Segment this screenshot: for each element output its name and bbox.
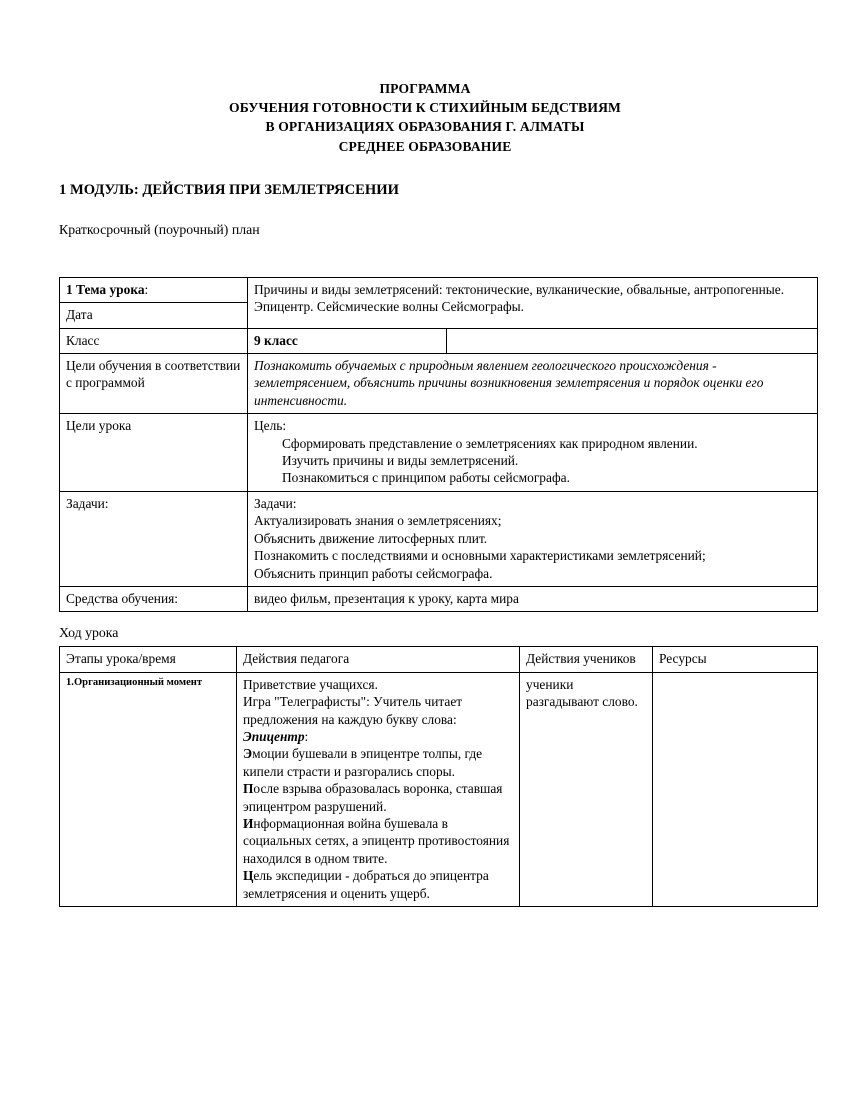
tasks-value-cell bbox=[248, 491, 818, 586]
tasks-label-cell: Задачи: bbox=[60, 491, 248, 586]
student-actions-cell: ученики разгадывают слово. bbox=[520, 672, 653, 906]
header-line-1: ПРОГРАММА bbox=[379, 81, 471, 96]
task-item: Познакомить с последствиями и основными характеристиками землетрясений; bbox=[254, 548, 706, 564]
acrostic-lead-letter: Э bbox=[243, 746, 253, 762]
acrostic-lead-letter: П bbox=[243, 781, 254, 797]
lesson-info-table bbox=[59, 277, 818, 613]
lesson-goal-item: Изучить причины и виды землетрясений. bbox=[282, 453, 519, 469]
table-header-row bbox=[60, 647, 818, 672]
table-row-tasks bbox=[60, 491, 818, 586]
teacher-line: Приветствие учащихся. bbox=[243, 676, 378, 692]
header-line-4: СРЕДНЕЕ ОБРАЗОВАНИЕ bbox=[338, 138, 512, 154]
lesson-goals-label-cell: Цели урока bbox=[60, 414, 248, 492]
acrostic-lead-letter: Ц bbox=[243, 868, 254, 884]
table-row-topic bbox=[60, 277, 818, 302]
teacher-line-acrostic bbox=[243, 745, 513, 780]
class-value-cell: 9 класс bbox=[248, 328, 447, 353]
teacher-line: Игра "Телеграфисты": Учитель читает предложения на каждую букву слова: bbox=[243, 694, 463, 727]
topic-label: 1 Тема урока bbox=[66, 281, 145, 297]
resources-value-cell: видео фильм, презентация к уроку, карта мира bbox=[248, 586, 818, 611]
topic-label-cell bbox=[60, 277, 248, 302]
column-header-resources: Ресурсы bbox=[653, 647, 818, 672]
acrostic-text: моции бушевали в эпицентре толпы, где кипели страсти и разгорались споры. bbox=[243, 746, 483, 779]
learning-goals-label-cell: Цели обучения в соответствии с программой bbox=[60, 354, 248, 414]
task-item: Объяснить принцип работы сейсмографа. bbox=[254, 565, 493, 581]
acrostic-lead-letter: И bbox=[243, 815, 254, 831]
header-line-2: ОБУЧЕНИЯ ГОТОВНОСТИ К СТИХИЙНЫМ БЕДСТВИЯМ bbox=[228, 100, 622, 116]
column-header-teacher: Действия педагога bbox=[237, 647, 520, 672]
acrostic-text: нформационная война бушевала в социальных сетях, а эпицентр противостояния находился в одном твите. bbox=[243, 815, 510, 866]
lesson-flow-label: Ход урока bbox=[59, 625, 119, 641]
class-label-cell: Класс bbox=[60, 328, 248, 353]
column-header-stages: Этапы урока/время bbox=[60, 647, 237, 672]
keyword-epicenter: Эпицентр bbox=[243, 728, 305, 744]
stage-cell: 1.Организационный момент bbox=[60, 672, 237, 906]
resources-label-cell: Средства обучения: bbox=[60, 586, 248, 611]
column-header-students: Действия учеников bbox=[520, 647, 653, 672]
teacher-actions-cell bbox=[237, 672, 520, 906]
table-row-lesson-goals bbox=[60, 414, 818, 492]
class-extra-cell bbox=[447, 328, 818, 353]
task-item: Объяснить движение литосферных плит. bbox=[254, 530, 488, 546]
table-row-learning-goals bbox=[60, 354, 818, 414]
lesson-goals-heading: Цель: bbox=[254, 418, 287, 434]
lesson-flow-table bbox=[59, 646, 818, 907]
table-row-class bbox=[60, 328, 818, 353]
teacher-line-keyword bbox=[243, 728, 513, 745]
acrostic-text: осле взрыва образовалась воронка, ставшая эпицентром разрушений. bbox=[243, 781, 503, 814]
keyword-colon: : bbox=[304, 728, 309, 744]
lesson-goal-item: Сформировать представление о землетрясениях как природном явлении. bbox=[282, 435, 698, 451]
document-header bbox=[0, 0, 850, 156]
table-row-resources bbox=[60, 586, 818, 611]
tasks-heading: Задачи: bbox=[254, 495, 297, 511]
table-row bbox=[60, 672, 818, 906]
date-label-cell: Дата bbox=[60, 303, 248, 328]
teacher-line-acrostic bbox=[243, 780, 513, 815]
lesson-goals-value-cell bbox=[248, 414, 818, 492]
topic-label-colon: : bbox=[144, 281, 149, 297]
teacher-line-acrostic bbox=[243, 867, 513, 902]
lesson-goal-item: Познакомиться с принципом работы сейсмографа. bbox=[282, 470, 570, 486]
learning-goals-value-cell: Познакомить обучаемых с природным явлением геологического происхождения - землетрясением, объяснить причины возникновения землетрясения и порядок оценки его интенсивности. bbox=[248, 354, 818, 414]
topic-value-cell: Причины и виды землетрясений: тектонические, вулканические, обвальные, антропогенные. Эпицентр. Сейсмические волны Сейсмографы. bbox=[248, 277, 818, 328]
teacher-line-acrostic bbox=[243, 815, 513, 867]
task-item: Актуализировать знания о землетрясениях; bbox=[254, 513, 502, 529]
header-line-3: В ОРГАНИЗАЦИЯХ ОБРАЗОВАНИЯ Г. АЛМАТЫ bbox=[265, 119, 585, 135]
row-resources-cell bbox=[653, 672, 818, 906]
acrostic-text: ель экспедиции - добраться до эпицентра землетрясения и оценить ущерб. bbox=[243, 868, 489, 901]
module-title: 1 МОДУЛЬ: ДЕЙСТВИЯ ПРИ ЗЕМЛЕТРЯСЕНИИ bbox=[59, 181, 399, 198]
plan-kind-label: Краткосрочный (поурочный) план bbox=[59, 221, 260, 237]
